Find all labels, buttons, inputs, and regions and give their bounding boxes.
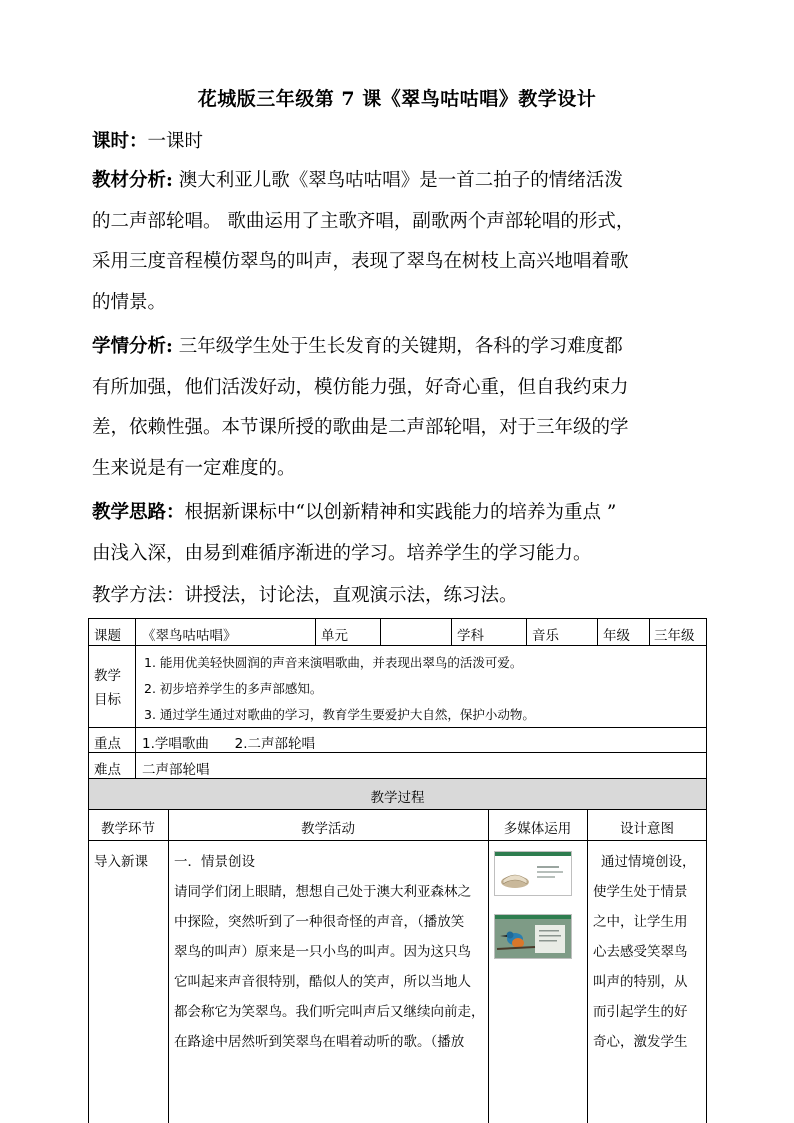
unit-label: 单元	[321, 628, 348, 644]
activity-line: 在路途中居然听到笑翠鸟在唱着动听的歌。（播放	[174, 1034, 465, 1050]
book-image-icon	[495, 852, 571, 895]
stage-intro: 导入新课	[94, 854, 148, 870]
goal-item: 3. 通过学生通过对歌曲的学习，教育学生要爱护大自然，保护小动物。	[144, 707, 535, 722]
key-points-label: 重点	[94, 736, 121, 752]
activity-line: 它叫起来声音很特别，酷似人的笑声，所以当地人	[174, 974, 471, 990]
column-header-stage: 教学环节	[101, 821, 155, 837]
grade-label: 年级	[603, 628, 630, 644]
teaching-idea-line: 根据新课标中“以创新精神和实践能力的培养为重点 ”	[184, 502, 617, 523]
teaching-idea-line: 由浅入深，由易到难循序渐进的学习。培养学生的学习能力。	[92, 542, 592, 564]
student-analysis-line: 差，依赖性强。本节课所授的歌曲是二声部轮唱，对于三年级的学	[92, 417, 629, 438]
column-header-activity: 教学活动	[301, 821, 355, 837]
lesson-time	[92, 122, 704, 163]
column-header-media: 多媒体运用	[503, 821, 572, 837]
student-analysis	[92, 327, 704, 489]
material-analysis-line: 的二声部轮唱。 歌曲运用了主歌齐唱，副歌两个声部轮唱的形式，	[92, 210, 635, 232]
intent-line: 而引起学生的好	[593, 1004, 688, 1020]
intent-line: 叫声的特别，从	[593, 974, 688, 990]
lesson-plan-table	[88, 618, 707, 1123]
goals-label-line1: 教学	[94, 668, 121, 684]
activity-line: 翠鸟的叫声）原来是一只小鸟的叫声。因为这只鸟	[174, 944, 471, 960]
grade-value: 三年级	[654, 628, 695, 644]
activity-line: 请同学们闭上眼睛，想想自己处于澳大利亚森林之	[174, 884, 471, 900]
kingfisher-image-icon	[495, 915, 571, 958]
teaching-idea	[92, 493, 704, 574]
process-header: 教学过程	[370, 790, 425, 806]
difficulty-value: 二声部轮唱	[142, 762, 210, 778]
column-header-intent: 设计意图	[620, 821, 674, 837]
key-points-value: 1.学唱歌曲 2.二声部轮唱	[142, 736, 316, 752]
activity-line: 中探险，突然听到了一种很奇怪的声音，（播放笑	[174, 914, 465, 930]
intent-line: 通过情境创设，	[601, 854, 696, 870]
lesson-time-label: 课时：	[92, 131, 148, 152]
slide-thumbnail-book	[494, 851, 572, 896]
teaching-method-text: 教学方法：讲授法，讨论法，直观演示法，练习法。	[92, 585, 518, 606]
student-analysis-label: 学情分析:	[92, 336, 173, 357]
student-analysis-line: 生来说是有一定难度的。	[92, 457, 296, 479]
lesson-time-value: 一课时	[147, 131, 204, 152]
activity-line: 一．情景创设	[174, 854, 255, 870]
goal-item: 1. 能用优美轻快圆润的声音来演唱歌曲，并表现出翠鸟的活泼可爱。	[144, 655, 523, 670]
intent-line: 使学生处于情景	[593, 884, 688, 900]
material-analysis-line: 采用三度音程模仿翠鸟的叫声，表现了翠鸟在树枝上高兴地唱着歌	[92, 251, 629, 272]
goal-item: 2. 初步培养学生的多声部感知。	[144, 681, 323, 696]
student-analysis-line: 三年级学生处于生长发育的关键期，各科的学习难度都	[178, 336, 623, 357]
document-title: 花城版三年级第 7 课《翠鸟咕咕唱》教学设计	[197, 88, 597, 110]
activity-line: 都会称它为笑翠鸟。我们听完叫声后又继续向前走，	[174, 1004, 485, 1020]
topic-label: 课题	[94, 628, 121, 644]
intent-line: 奇心，激发学生	[593, 1034, 688, 1050]
material-analysis-line: 的情景。	[92, 291, 167, 313]
subject-value: 音乐	[532, 628, 559, 644]
material-analysis-line: 澳大利亚儿歌《翠鸟咕咕唱》是一首二拍子的情绪活泼	[178, 170, 623, 191]
intent-line: 心去感受笑翠鸟	[593, 944, 688, 960]
topic-value: 《翠鸟咕咕唱》	[142, 628, 237, 644]
material-analysis-label: 教材分析:	[92, 170, 173, 191]
intent-line: 之中，让学生用	[593, 914, 688, 930]
difficulty-label: 难点	[94, 762, 121, 778]
material-analysis	[92, 161, 704, 323]
student-analysis-line: 有所加强，他们活泼好动，模仿能力强，好奇心重，但自我约束力	[92, 376, 629, 398]
subject-label: 学科	[457, 628, 484, 644]
teaching-idea-label: 教学思路：	[92, 502, 185, 523]
slide-thumbnail-kingfisher	[494, 914, 572, 959]
goals-label-line2: 目标	[94, 692, 121, 708]
teaching-method	[92, 576, 704, 617]
